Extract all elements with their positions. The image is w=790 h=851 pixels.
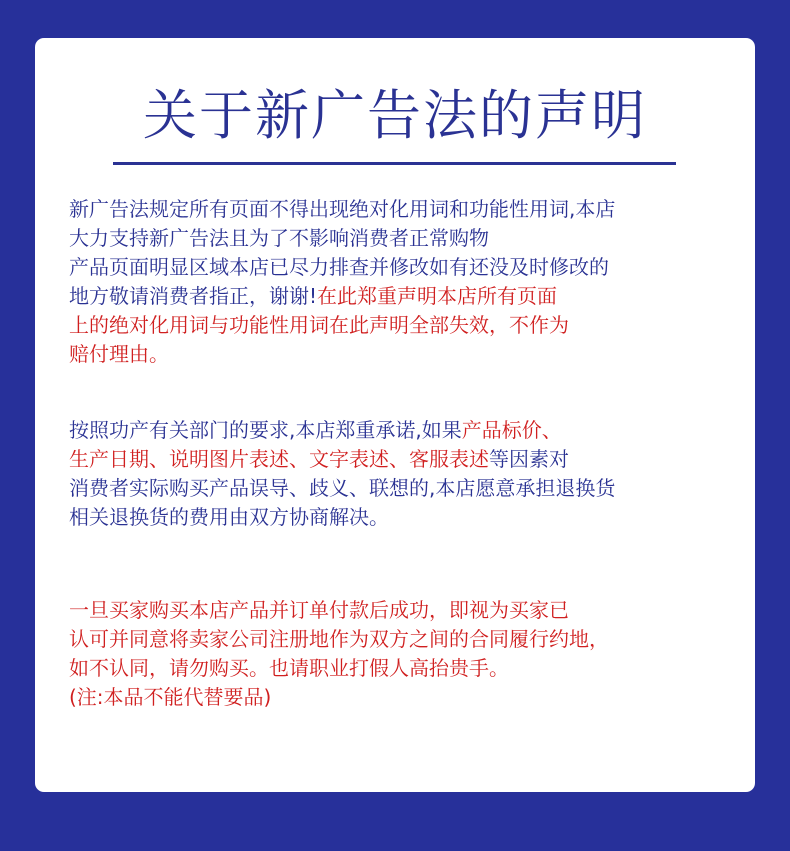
notice-paragraph-advertising-law xyxy=(69,195,749,369)
text-line xyxy=(69,282,749,311)
text-segment: 等因素对 xyxy=(489,447,569,471)
text-line xyxy=(69,416,749,445)
text-line xyxy=(69,445,749,474)
highlight-text-line: (注:本品不能代替要品) xyxy=(69,685,272,709)
notice-paragraph-return-policy xyxy=(69,416,749,532)
text-line: 消费者实际购买产品误导、歧义、联想的,本店愿意承担退换货 xyxy=(69,476,616,500)
text-line: 大力支持新广告法且为了不影响消费者正常购物 xyxy=(69,226,489,250)
highlight-text-line: 一旦买家购买本店产品并订单付款后成功，即视为买家已 xyxy=(69,598,569,622)
text-segment: 按照功产有关部门的要求,本店郑重承诺,如果 xyxy=(69,418,462,442)
notice-paragraph-purchase-terms xyxy=(69,596,749,712)
highlight-text: 生产日期、说明图片表述、文字表述、客服表述 xyxy=(69,447,489,471)
highlight-text-line: 如不认同，请勿购买。也请职业打假人高抬贵手。 xyxy=(69,656,509,680)
text-segment: 地方敬请消费者指正，谢谢! xyxy=(69,284,318,308)
highlight-text-line: 上的绝对化用词与功能性用词在此声明全部失效，不作为 xyxy=(69,313,569,337)
text-line: 新广告法规定所有页面不得出现绝对化用词和功能性用词,本店 xyxy=(69,197,616,221)
highlight-text: 产品标价、 xyxy=(461,418,562,442)
text-line: 产品页面明显区域本店已尽力排查并修改如有还没及时修改的 xyxy=(69,255,609,279)
title-underline xyxy=(113,162,676,165)
highlight-text-line: 赔付理由。 xyxy=(69,342,169,366)
highlight-text-line: 认可并同意将卖家公司注册地作为双方之间的合同履行约地， xyxy=(69,627,609,651)
text-line: 相关退换货的费用由双方协商解决。 xyxy=(69,505,389,529)
highlight-text: 在此郑重声明本店所有页面 xyxy=(317,284,558,308)
page-title: 关于新广告法的声明 xyxy=(143,84,647,147)
